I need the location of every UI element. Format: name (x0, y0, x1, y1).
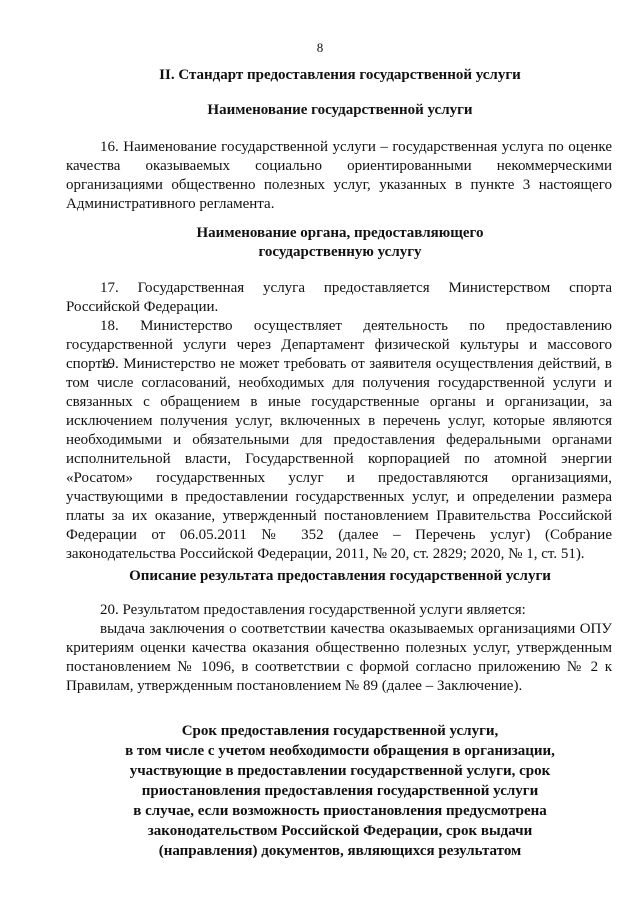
term-heading-line-6: законодательством Российской Федерации, срок выдачи (147, 823, 533, 839)
term-heading-line-4: приостановления предоставления государственной услуги (141, 783, 539, 799)
term-heading (60, 721, 620, 861)
section-title: II. Стандарт предоставления государственной услуги (159, 67, 521, 83)
result-heading: Описание результата предоставления государственной услуги (129, 568, 551, 584)
term-heading-line-3: участвующие в предоставлении государственной услуги, срок (129, 763, 551, 779)
service-name-heading: Наименование государственной услуги (207, 102, 473, 118)
page-number: 8 (316, 40, 324, 55)
term-heading-line-5: в случае, если возможность приостановления предусмотрена (133, 803, 547, 819)
term-heading-line-2: в том числе с учетом необходимости обращения в организации, (125, 743, 555, 759)
organ-heading (60, 224, 620, 262)
paragraph-18: 18. Министерство осуществляет деятельность по предоставлению государственной услуги через Департамент физической культуры и массового спорта. (66, 318, 612, 372)
paragraph-19: 19. Министерство не может требовать от заявителя осуществления действий, в том числе согласований, необходимых для получения государственной услуги и связанных с обращением в иные государственные органы и организации, за исключением получения услуг, включенных в перечень услуг, которые являются необходимыми и обязательными для предоставления федеральными органами исполнительной власти, Государственной корпорацией по атомной энергии «Росатом» государственных услуг и предоставляются организациями, участвующими в предоставлении государственных услуг, и определении размера платы за их оказание, утвержденный постановлением Правительства Российской Федерации от 06.05.2011 № 352 (далее – Перечень услуг) (Собрание законодательства Российской Федерации, 2011, № 20, ст. 2829; 2020, № 1, ст. 51). (66, 356, 612, 562)
paragraph-17: 17. Государственная услуга предоставляется Министерством спорта Российской Федерации. (66, 280, 612, 315)
term-heading-line-7: (направления) документов, являющихся результатом (158, 843, 522, 859)
organ-heading-line-1: Наименование органа, предоставляющего (196, 225, 484, 241)
organ-heading-line-2: государственную услугу (258, 244, 422, 260)
paragraph-16: 16. Наименование государственной услуги – государственная услуга по оценке качества оказываемых социально ориентированными некоммерческими организациями общественно полезных услуг, указанных в пункте 3 настоящего Административного регламента. (66, 139, 612, 212)
paragraph-20: 20. Результатом предоставления государственной услуги является: (100, 602, 526, 618)
term-heading-line-1: Срок предоставления государственной услуги, (181, 723, 499, 739)
paragraph-20-result: выдача заключения о соответствии качества оказываемых организациями ОПУ критериям оценки качества оказания общественно полезных услуг, утвержденным постановлением № 1096, в соответствии с формой согласно приложению № 2 к Правилам, утвержденным постановлением № 89 (далее – Заключение). (66, 621, 612, 694)
